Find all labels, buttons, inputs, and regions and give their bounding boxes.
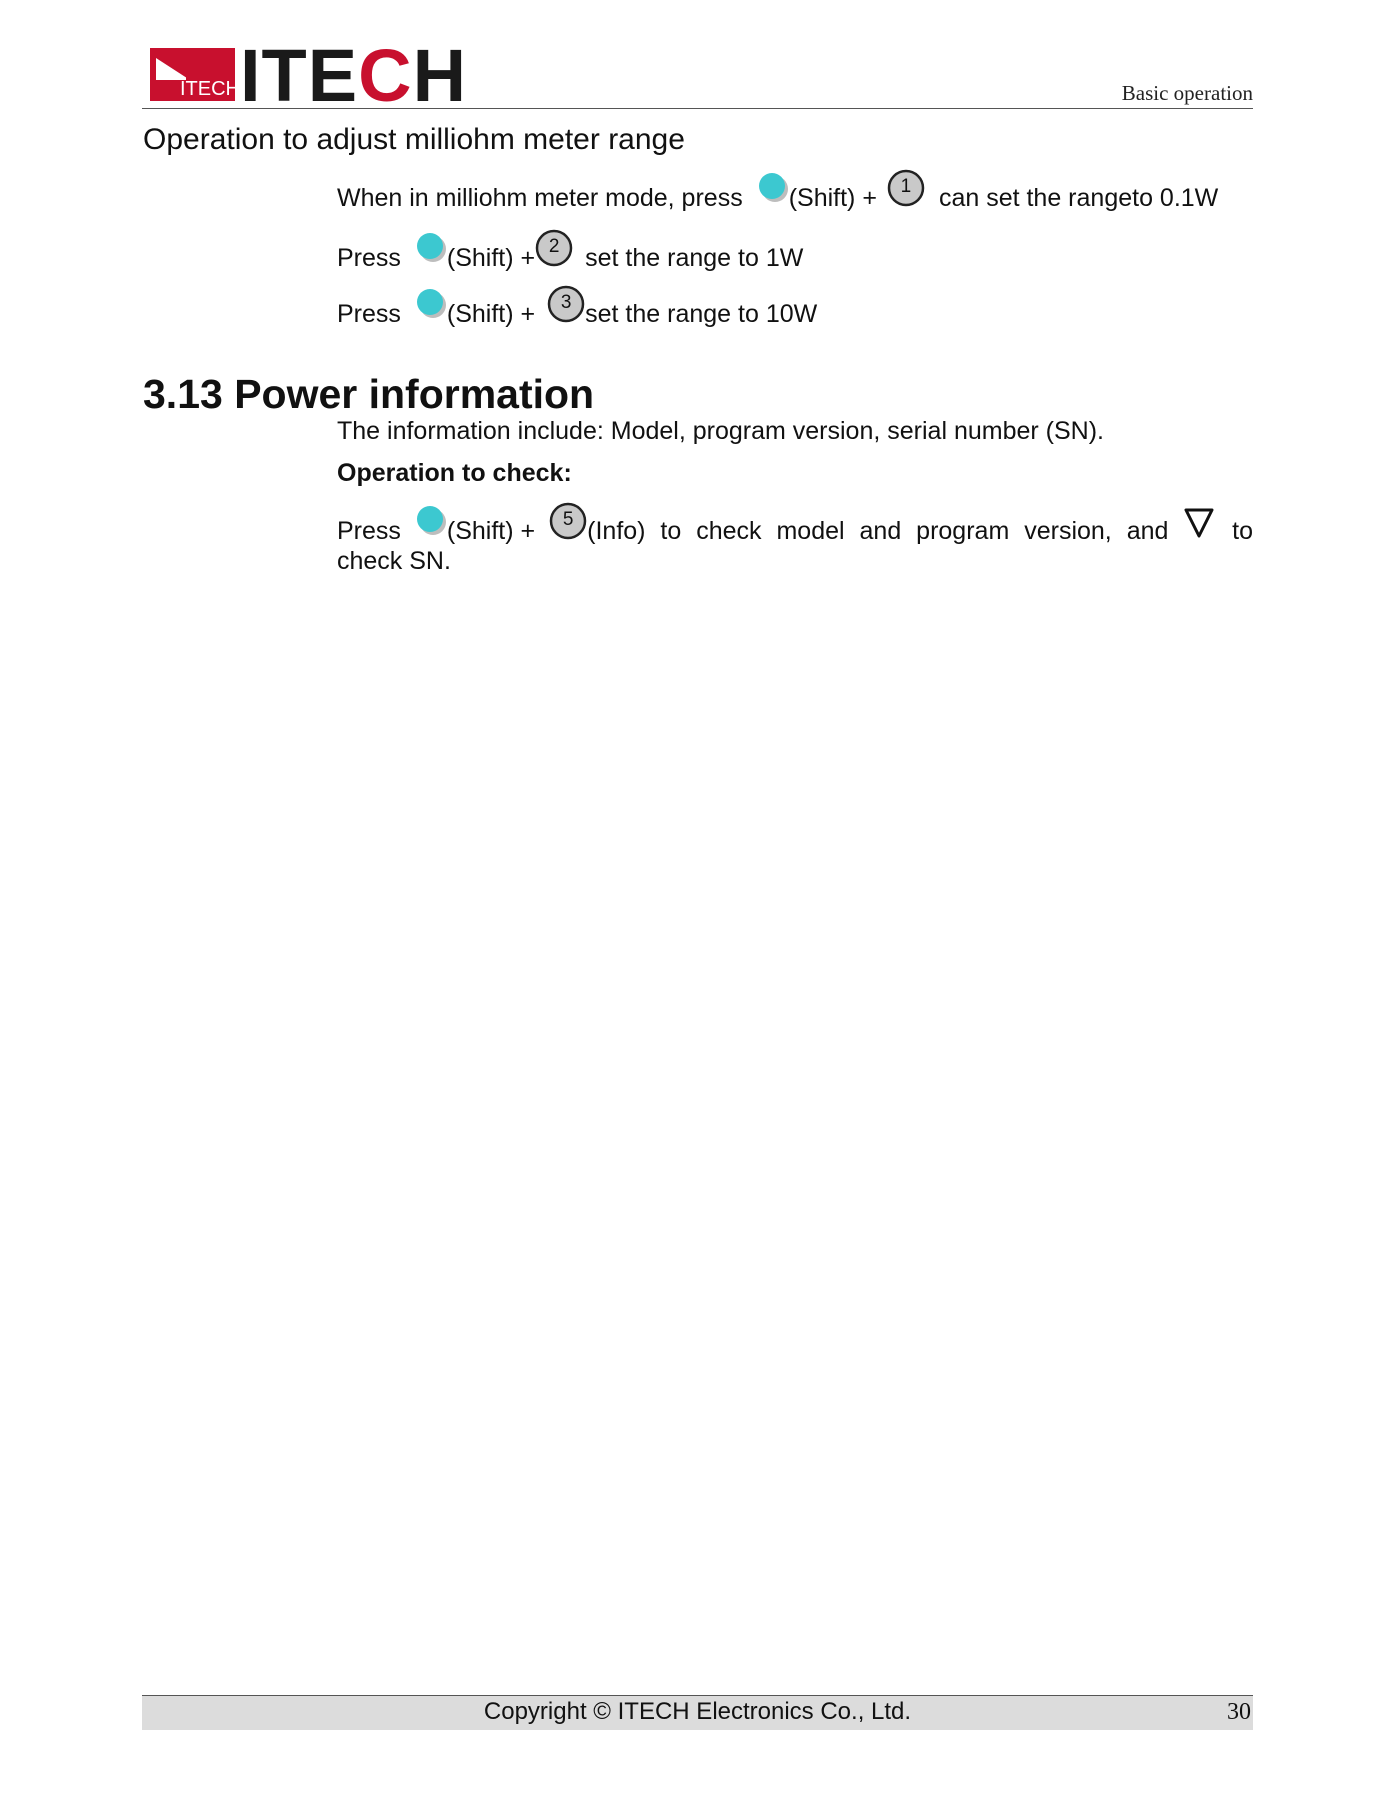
milliohm-step-3	[337, 292, 818, 329]
step-result: set the range to 1W	[585, 244, 804, 272]
number-key-1-icon: 1	[887, 169, 925, 207]
step-text: When in milliohm meter mode, press	[337, 184, 743, 212]
milliohm-step-1	[337, 176, 1219, 213]
info-step	[337, 509, 1253, 546]
shift-key-icon	[415, 287, 447, 319]
operation-label: Operation to check:	[337, 459, 572, 487]
logo-mark	[150, 48, 235, 101]
section-label: Basic operation	[1121, 81, 1253, 105]
step-text: Press	[337, 300, 401, 328]
shift-key-icon	[415, 231, 447, 263]
logo-box-text: ITECH	[180, 78, 235, 100]
page-number: 30	[1227, 1699, 1251, 1725]
step-text: Press	[337, 244, 401, 272]
shift-label: (Shift) +	[788, 184, 877, 212]
down-arrow-key-icon	[1182, 506, 1216, 540]
step-result: set the range to 10W	[585, 300, 818, 328]
milliohm-step-2	[337, 236, 804, 273]
shift-key-icon	[415, 504, 447, 536]
step-description-line2: check SN.	[337, 547, 451, 575]
step-text: Press	[337, 517, 401, 545]
shift-label: (Shift) +	[446, 244, 536, 272]
intro-paragraph: The information include: Model, program version, serial number (SN).	[337, 417, 1104, 445]
logo-wordmark: ITECH	[240, 34, 468, 117]
step-description-tail: to	[1232, 517, 1253, 545]
number-key-5-icon: 5	[549, 502, 587, 540]
shift-label: (Shift) +	[446, 517, 536, 545]
shift-key-icon	[757, 171, 789, 203]
milliohm-subheading: Operation to adjust milliohm meter range	[143, 123, 685, 156]
step-result: can set the rangeto 0.1W	[938, 184, 1219, 212]
footer-copyright: Copyright © ITECH Electronics Co., Ltd.	[483, 1698, 912, 1725]
number-key-3-icon: 3	[547, 285, 585, 323]
number-key-2-icon: 2	[535, 229, 573, 267]
section-heading: 3.13 Power information	[143, 371, 595, 417]
header-divider	[142, 108, 1253, 109]
step-description: (Info) to check model and program version, and	[587, 517, 1169, 545]
shift-label: (Shift) +	[446, 300, 536, 328]
